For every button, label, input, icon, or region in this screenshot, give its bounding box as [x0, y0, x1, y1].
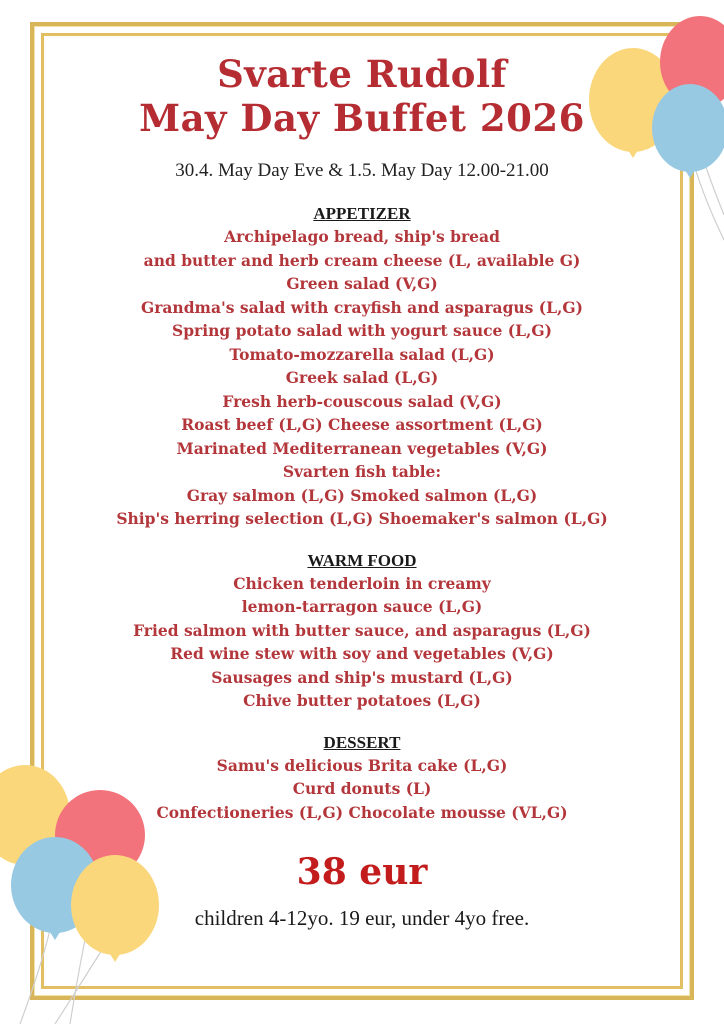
menu-item: Roast beef (L,G) Cheese assortment (L,G) — [181, 415, 543, 434]
menu-item: Fried salmon with butter sauce, and asparagus (L,G) — [133, 620, 591, 640]
menu-item: Samu's delicious Brita cake (L,G) — [216, 755, 508, 775]
menu-item: Archipelago bread, ship's bread — [224, 227, 500, 246]
menu-content — [44, 52, 680, 932]
menu-item: lemon-tarragon sauce (L,G) — [241, 597, 483, 616]
menu-item: Svarten fish table: — [282, 462, 442, 481]
page-title — [44, 52, 680, 140]
menu-item: Green salad (V,G) — [286, 274, 438, 293]
price-note: children 4-12yo. 19 eur, under 4yo free. — [194, 906, 530, 930]
menu-item: Chive butter potatoes (L,G) — [243, 691, 481, 710]
appetizer-heading: APPETIZER — [313, 204, 411, 223]
title-line-1: Svarte Rudolf — [217, 52, 507, 96]
menu-item: Grandma's salad with crayfish and asparagus (L,G) — [140, 297, 583, 317]
menu-item: Chicken tenderloin in creamy — [233, 573, 491, 593]
appetizer-section — [44, 202, 680, 531]
warm-food-heading: WARM FOOD — [307, 550, 417, 570]
menu-item: Sausages and ship's mustard (L,G) — [211, 667, 513, 687]
menu-item: Fresh herb-couscous salad (V,G) — [222, 391, 502, 411]
menu-item: Curd donuts (L) — [292, 779, 432, 798]
event-dates: 30.4. May Day Eve & 1.5. May Day 12.00-21.00 — [175, 160, 549, 181]
dessert-heading: DESSERT — [323, 732, 401, 752]
menu-item: Red wine stew with soy and vegetables (V,G) — [170, 644, 554, 663]
menu-item: and butter and herb cream cheese (L, available G) — [143, 250, 581, 270]
title-line-2: May Day Buffet 2026 — [139, 96, 585, 140]
menu-item: Tomato-mozzarella salad (L,G) — [229, 344, 495, 364]
price: 38 eur — [296, 851, 428, 893]
menu-item: Spring potato salad with yogurt sauce (L,G) — [172, 321, 552, 340]
menu-item: Confectioneries (L,G) Chocolate mousse (VL,G) — [156, 802, 568, 822]
menu-item: Greek salad (L,G) — [285, 368, 439, 387]
warm-food-section — [44, 549, 680, 713]
dessert-section — [44, 731, 680, 825]
menu-item: Gray salmon (L,G) Smoked salmon (L,G) — [186, 485, 538, 505]
menu-item: Marinated Mediterranean vegetables (V,G) — [176, 438, 548, 458]
menu-item: Ship's herring selection (L,G) Shoemaker's salmon (L,G) — [116, 509, 608, 528]
